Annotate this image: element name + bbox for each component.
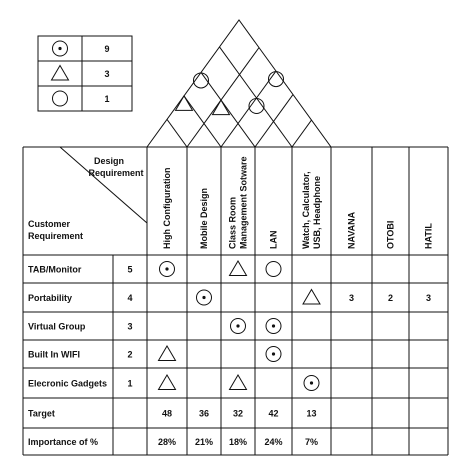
target-value: 36 bbox=[198, 408, 210, 419]
relationship-symbol-dot bbox=[236, 324, 239, 327]
importance-rating: 5 bbox=[127, 264, 133, 275]
competitor-rating: 2 bbox=[387, 293, 394, 303]
legend-value: 1 bbox=[104, 94, 110, 104]
relationship-symbol-triangle bbox=[159, 346, 176, 361]
relationship-symbol-dot bbox=[202, 296, 205, 299]
matrix-labels bbox=[28, 156, 434, 447]
importance-percent-value: 21% bbox=[194, 437, 214, 447]
target-value: 48 bbox=[161, 408, 173, 419]
customer-requirement-label: Requirement bbox=[28, 231, 84, 241]
correlation-roof bbox=[147, 20, 331, 147]
design-requirement-header: Watch, Calculator, bbox=[301, 171, 311, 249]
roof-diagonal bbox=[187, 48, 259, 147]
importance-rating: 3 bbox=[127, 321, 133, 332]
roof-diagonal bbox=[220, 47, 293, 147]
roof-outline bbox=[147, 20, 331, 147]
customer-requirement-name: Built In WIFI bbox=[28, 349, 80, 360]
design-requirement-header: High Configuration bbox=[162, 167, 172, 249]
relationship-symbol-dot bbox=[272, 324, 275, 327]
design-requirement-header: Management Sotware bbox=[238, 156, 249, 249]
relationship-symbol-dot bbox=[310, 381, 313, 384]
design-requirement-header: Class Room bbox=[227, 196, 238, 249]
legend-symbol-circle-circle bbox=[53, 91, 68, 106]
target-value: 13 bbox=[306, 408, 317, 419]
legend-value: 3 bbox=[104, 69, 110, 79]
legend-symbol-triangle-triangle bbox=[52, 66, 69, 81]
importance-percent-value: 7% bbox=[304, 437, 319, 447]
customer-requirement-name: TAB/Monitor bbox=[28, 264, 82, 275]
customer-requirement-name: Elecronic Gadgets bbox=[28, 378, 108, 389]
relationship-symbol-triangle bbox=[159, 375, 176, 390]
relationship-symbol-dot bbox=[272, 352, 275, 355]
importance-percent-label: Importance of % bbox=[28, 437, 99, 447]
importance-percent-value: 18% bbox=[228, 437, 248, 447]
roof-diagonal bbox=[221, 71, 276, 147]
relationship-symbols bbox=[159, 261, 321, 391]
design-requirement-label: Design bbox=[93, 156, 125, 166]
customer-requirement-label: Customer bbox=[28, 219, 71, 229]
legend-value: 9 bbox=[104, 44, 110, 54]
competitor-header: HATIL bbox=[423, 223, 434, 249]
competitor-header: NAVANA bbox=[346, 211, 357, 249]
design-requirement-header: Mobile Design bbox=[199, 187, 209, 249]
competitor-rating: 3 bbox=[348, 293, 355, 303]
roof-correlation-triangle bbox=[176, 96, 193, 111]
legend-symbol-dot-circle-dot bbox=[58, 47, 61, 50]
target-value: 32 bbox=[232, 408, 244, 419]
relationship-symbol-dot bbox=[165, 267, 168, 270]
target-value: 42 bbox=[268, 408, 279, 419]
importance-percent-value: 28% bbox=[157, 437, 177, 447]
roof-diagonal bbox=[201, 72, 255, 147]
relationship-symbol-triangle bbox=[303, 290, 320, 305]
roof-diagonal bbox=[184, 96, 221, 147]
relationship-symbol-circle bbox=[266, 262, 281, 277]
target-label: Target bbox=[28, 408, 55, 419]
customer-requirement-name: Virtual Group bbox=[28, 321, 86, 332]
design-requirement-label: Requirement bbox=[88, 168, 144, 178]
roof-diagonal bbox=[255, 95, 293, 147]
roof-diagonal bbox=[292, 120, 312, 147]
roof-diagonal bbox=[167, 119, 187, 147]
relationship-symbol-triangle bbox=[230, 261, 247, 276]
importance-percent-value: 24% bbox=[264, 437, 283, 447]
importance-rating: 4 bbox=[127, 293, 133, 303]
roof-correlation-triangle bbox=[213, 100, 230, 115]
customer-requirement-name: Portability bbox=[28, 293, 73, 303]
symbol-legend bbox=[38, 36, 132, 111]
relationship-symbol-triangle bbox=[230, 375, 247, 390]
importance-rating: 2 bbox=[127, 349, 133, 360]
design-requirement-header: USB, Headphone bbox=[312, 175, 322, 249]
competitor-header: OTOBI bbox=[385, 220, 396, 249]
design-requirement-header: LAN bbox=[268, 230, 279, 249]
competitor-rating: 3 bbox=[425, 293, 432, 303]
importance-rating: 1 bbox=[127, 378, 133, 389]
